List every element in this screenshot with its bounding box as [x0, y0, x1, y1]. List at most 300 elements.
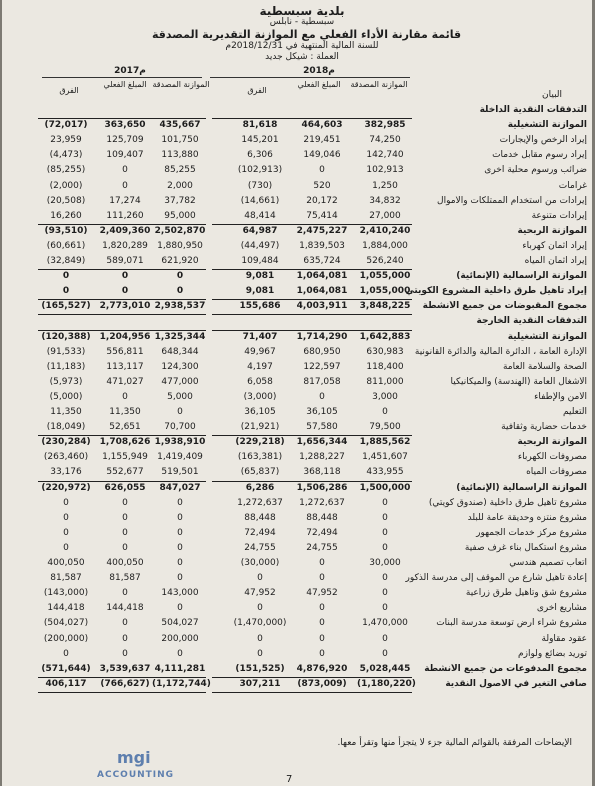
diff-2018-cell: (44,497) [240, 240, 280, 251]
budget-2017-cell: 101,750 [161, 135, 199, 146]
diff-2017-header: الفرق [59, 86, 79, 95]
diff-2018-cell: (229,218) [235, 437, 285, 448]
rule-line [38, 299, 206, 300]
budget-2017-cell: 2,000 [167, 180, 193, 191]
row-label: إيرادات متنوعة [531, 210, 587, 221]
budget-2017-cell: 0 [177, 573, 183, 584]
diff-2017-cell: (571,644) [41, 663, 91, 674]
table-row [2, 617, 592, 631]
budget-2018-cell: 382,985 [364, 120, 406, 131]
diff-2017-cell: (230,284) [41, 437, 91, 448]
diff-2017-cell: (72,017) [44, 120, 88, 131]
budget-2018-cell: 0 [382, 512, 388, 523]
table-row [2, 285, 592, 299]
rule-line [38, 224, 206, 225]
statement-title: قائمة مقارنة الأداء الفعلي مع الموازنة التقديرية المصدقة [152, 28, 462, 41]
row-label: إيراد تأهيل طرق داخلية المشروع الكويتي [405, 286, 587, 297]
budget-2017-cell: 477,000 [161, 376, 199, 387]
diff-2018-cell: 1,272,637 [237, 497, 283, 508]
diff-2017-cell: (200,000) [43, 633, 89, 644]
row-label: إيرادات من استخدام الممتلكات والأموال [437, 195, 587, 206]
table-row [2, 633, 592, 647]
actual-2018-cell: 0 [319, 618, 325, 629]
table-row [2, 149, 592, 163]
rule-line [38, 692, 206, 693]
diff-2017-cell: 0 [63, 512, 69, 523]
row-label: توريد بضائع ولوازم [518, 648, 587, 659]
rule-line [212, 224, 412, 225]
table-row [2, 270, 592, 284]
actual-2017-cell: 81,587 [109, 573, 141, 584]
budget-2017-cell: 0 [177, 603, 183, 614]
actual-2018-cell: 57,580 [306, 422, 338, 433]
diff-2017-cell: (11,183) [46, 361, 86, 372]
budget-2017-cell: 95,000 [164, 210, 196, 221]
budget-2018-cell: 433,955 [366, 467, 404, 478]
rule-line [212, 299, 412, 300]
rule-line [212, 435, 412, 436]
budget-2017-cell: (1,172,744) [152, 678, 211, 689]
rule-line [38, 677, 206, 678]
budget-2017-cell: 0 [177, 527, 183, 538]
diff-2017-cell: 0 [63, 542, 69, 553]
budget-2017-cell: 1,880,950 [157, 240, 203, 251]
diff-2017-cell: (2,000) [49, 180, 83, 191]
budget-2017-cell: 200,000 [161, 633, 199, 644]
budget-2018-cell: 526,240 [366, 256, 404, 266]
table-row [2, 134, 592, 148]
budget-2017-cell: 113,880 [161, 150, 199, 161]
row-label: خدمات حضارية وثقافية [501, 422, 587, 433]
budget-2018-cell: 1,642,883 [359, 331, 411, 342]
rule-line [212, 269, 412, 270]
actual-2017-cell: 2,773,010 [99, 301, 151, 312]
actual-2017-cell: 1,820,289 [102, 240, 148, 251]
table-row [2, 648, 592, 662]
diff-2018-cell: 36,105 [244, 407, 276, 417]
actual-2018-cell: 1,272,637 [299, 497, 345, 508]
table-row [2, 164, 592, 178]
budget-2018-cell: 1,470,000 [362, 618, 408, 629]
budget-2017-cell: 0 [177, 407, 183, 417]
actual-2017-cell: 626,055 [104, 482, 146, 493]
actual-2017-cell: 589,071 [106, 256, 144, 266]
diff-2018-cell: 0 [257, 633, 263, 644]
budget-2017-cell: 1,325,344 [154, 331, 206, 342]
budget-2018-cell: 3,848,225 [359, 301, 411, 312]
diff-2018-cell: 9,081 [245, 286, 275, 297]
rule-line [212, 330, 412, 331]
diff-2018-cell: (163,381) [237, 452, 283, 463]
actual-2017-cell: 0 [122, 527, 128, 538]
budget-2018-cell: 811,000 [366, 376, 404, 387]
budget-2017-cell: 0 [177, 512, 183, 523]
table-row [2, 587, 592, 601]
budget-2017-cell: 2,502,870 [154, 225, 206, 236]
actual-2018-cell: 368,118 [303, 467, 341, 478]
budget-2017-cell: 70,700 [164, 422, 196, 433]
diff-2017-cell: 400,050 [47, 558, 85, 568]
diff-2017-cell: (32,849) [46, 256, 86, 266]
actual-2017-cell: 1,204,956 [99, 331, 151, 342]
table-row [2, 210, 592, 224]
year-2017-underline [42, 77, 202, 78]
row-label: الموازنة التشغيلية [507, 331, 587, 342]
row-label: صافي التغير في الأصول النقدية [445, 678, 587, 689]
budget-2018-cell: 0 [382, 407, 388, 417]
diff-2017-cell: (263,460) [43, 452, 89, 463]
actual-2017-cell: 52,651 [109, 422, 141, 433]
budget-2018-cell: 2,410,240 [359, 225, 411, 236]
table-row [2, 663, 592, 677]
actual-2018-cell: 75,414 [306, 210, 338, 221]
row-label: مصروفات المياه [526, 467, 587, 478]
row-label: الموازنة الربحية [517, 437, 587, 448]
diff-2018-cell: 64,987 [242, 225, 278, 236]
actual-2018-cell: 0 [319, 558, 325, 568]
diff-2017-cell: (143,000) [43, 588, 89, 599]
actual-2018-cell: 72,494 [306, 527, 338, 538]
table-row [2, 406, 592, 420]
budget-2018-cell: 1,055,000 [359, 286, 411, 297]
row-label: الصحة والسلامة العامة [502, 361, 587, 372]
diff-2018-cell: 307,211 [239, 678, 281, 689]
year-2018-underline [210, 77, 410, 78]
diff-2017-cell: (85,255) [46, 165, 86, 176]
actual-2018-cell: 1,714,290 [296, 331, 348, 342]
diff-2018-cell: 6,058 [247, 376, 273, 387]
row-label: الإدارة العامة ، الدائرة المالية والدائرة القانونية [414, 346, 587, 357]
diff-2018-cell: 88,448 [244, 512, 276, 523]
row-label: ضرائب ورسوم محلية أخرى [484, 165, 587, 176]
table-row [2, 482, 592, 496]
diff-2017-cell: (60,661) [46, 240, 86, 251]
actual-2018-cell: 0 [319, 648, 325, 659]
year-2017-heading: 2017م [114, 66, 146, 76]
diff-2018-cell: 0 [257, 573, 263, 584]
row-label: مصروفات الكهرباء [517, 452, 587, 463]
diff-2018-cell: 49,967 [244, 346, 276, 357]
actual-2017-cell: 556,811 [106, 346, 144, 357]
diff-2018-cell: (14,661) [240, 195, 280, 206]
municipality-name: بلدية سبسطية [259, 4, 345, 18]
budget-2017-cell: 435,667 [159, 120, 201, 131]
actual-2017-cell: 0 [122, 512, 128, 523]
row-label: مشروع شق وتأهيل طرق زراعية [465, 588, 587, 599]
budget-2018-cell: (1,180,220) [357, 678, 416, 689]
actual-2018-cell: 1,506,286 [296, 482, 348, 493]
row-label: الأشغال العامة (الهندسة) والميكانيكيا [450, 376, 587, 387]
table-row [2, 542, 592, 556]
year-2018-heading: 2018م [303, 66, 335, 76]
actual-2018-cell: 24,755 [306, 542, 338, 553]
table-row [2, 391, 592, 405]
row-label: إيراد رسوم مقابل خدمات [492, 150, 587, 161]
diff-2017-cell: (504,027) [43, 618, 89, 629]
actual-2018-cell: 1,064,081 [296, 271, 348, 282]
table-row [2, 104, 592, 118]
actual-2018-cell: 635,724 [303, 256, 341, 266]
budget-2018-cell: 27,000 [369, 210, 401, 221]
diff-2017-cell: 11,350 [50, 407, 82, 417]
budget-2017-cell: 504,027 [161, 618, 199, 629]
rule-line [38, 481, 206, 482]
diff-2017-cell: (91,533) [46, 346, 86, 357]
row-label: إعادة تأهيل شارع من الموقف إلى مدرسة الذكور [405, 573, 587, 584]
diff-2017-cell: (220,972) [41, 482, 91, 493]
budget-2017-cell: 143,000 [161, 588, 199, 599]
actual-2017-cell: 109,407 [106, 150, 144, 161]
actual-2017-cell: 400,050 [106, 558, 144, 568]
diff-2018-cell: 81,618 [242, 120, 278, 131]
table-row [2, 572, 592, 586]
diff-2018-cell: 109,484 [241, 256, 279, 266]
actual-2018-cell: 0 [319, 391, 325, 402]
diff-2017-cell: 0 [62, 286, 70, 297]
actual-2018-cell: 0 [319, 573, 325, 584]
row-label: مشروع شراء ارض توسعة مدرسة البنات [436, 618, 587, 629]
diff-2017-cell: 406,117 [45, 678, 87, 689]
actual-2018-cell: 36,105 [306, 407, 338, 417]
period: للسنة المالية المنتهية في 2018/12/31م [225, 41, 379, 51]
budget-2017-cell: 1,938,910 [154, 437, 206, 448]
diff-2018-cell: (151,525) [235, 663, 285, 674]
diff-2017-cell: 33,176 [50, 467, 82, 478]
budget-2018-cell: 1,055,000 [359, 271, 411, 282]
actual-2017-cell: 0 [122, 391, 128, 402]
row-label: مجموع المقبوضات من جميع الأنشطة [422, 301, 587, 312]
diff-2017-cell: 0 [62, 271, 70, 282]
actual-2017-cell: 0 [122, 648, 128, 659]
diff-2018-cell: 0 [257, 648, 263, 659]
actual-2018-cell: 20,172 [306, 195, 338, 206]
diff-2018-cell: 47,952 [244, 588, 276, 599]
diff-2017-cell: (165,527) [41, 301, 91, 312]
diff-2018-cell: (30,000) [240, 558, 280, 568]
actual-2017-cell: 1,155,949 [102, 452, 148, 463]
actual-2018-cell: 0 [319, 603, 325, 614]
row-label: التعليم [563, 407, 587, 417]
budget-2018-cell: 142,740 [366, 150, 404, 161]
statement-page [2, 0, 592, 786]
budget-2017-cell: 847,027 [159, 482, 201, 493]
diff-2018-cell: 4,197 [247, 361, 273, 372]
actual-2018-cell: 1,656,344 [296, 437, 348, 448]
actual-2017-cell: 552,677 [106, 467, 144, 478]
budget-2018-cell: 1,500,000 [359, 482, 411, 493]
diff-2018-cell: (21,921) [240, 422, 280, 433]
statement-column-header: البيان [542, 90, 563, 100]
footnote: الإيضاحات المرفقة بالقوائم المالية جزء لا يتجزأ منها وتقرأ معها. [337, 738, 572, 748]
actual-2018-cell: 4,003,911 [296, 301, 348, 312]
budget-2017-cell: 519,501 [161, 467, 199, 478]
table-row [2, 119, 592, 133]
diff-2018-cell: (730) [247, 180, 273, 191]
table-row [2, 180, 592, 194]
actual-2017-cell: 0 [122, 542, 128, 553]
actual-2018-cell: 122,597 [303, 361, 341, 372]
row-label: الموازنة الرأسمالية (الإنمائية) [456, 271, 587, 282]
table-row [2, 255, 592, 269]
budget-2018-cell: 34,832 [369, 195, 401, 206]
actual-2017-cell: 17,274 [109, 195, 141, 206]
budget-2018-cell: 0 [382, 542, 388, 553]
row-label: إيراد أثمان المياه [524, 256, 587, 266]
logo-mgi-text: mgi [117, 748, 151, 767]
budget-2018-cell: 5,028,445 [359, 663, 411, 674]
diff-2017-cell: 81,587 [50, 573, 82, 584]
actual-2018-cell: 0 [319, 165, 325, 176]
table-row [2, 436, 592, 450]
rule-line [212, 692, 412, 693]
budget-2017-cell: 0 [177, 558, 183, 568]
budget-2017-cell: 85,255 [164, 165, 196, 176]
table-row [2, 466, 592, 480]
actual-2018-cell: 680,950 [303, 346, 341, 357]
budget-2017-cell: 0 [177, 542, 183, 553]
actual-2018-cell: 520 [313, 180, 331, 191]
diff-2018-cell: (65,837) [240, 467, 280, 478]
diff-2018-cell: 72,494 [244, 527, 276, 538]
actual-2018-cell: 2,475,227 [296, 225, 348, 236]
budget-2018-cell: 1,250 [372, 180, 398, 191]
diff-2017-cell: (5,000) [49, 391, 83, 402]
rule-line [38, 435, 206, 436]
table-row [2, 300, 592, 314]
table-row [2, 361, 592, 375]
budget-2018-cell: 79,500 [369, 422, 401, 433]
actual-2017-cell: 0 [122, 165, 128, 176]
actual-2017-cell: 0 [122, 618, 128, 629]
diff-2018-cell: 145,201 [241, 135, 279, 146]
row-label: أتعاب تصميم هندسي [509, 558, 587, 568]
budget-2017-cell: 2,938,537 [154, 301, 206, 312]
diff-2018-cell: 6,286 [245, 482, 275, 493]
budget-2017-cell: 0 [176, 271, 184, 282]
table-row [2, 527, 592, 541]
row-label: مشروع تأهيل طرق داخلية (صندوق كويتي) [428, 497, 587, 508]
budget-2018-cell: 1,885,562 [359, 437, 411, 448]
rule-line [212, 677, 412, 678]
actual-2018-cell: (873,009) [297, 678, 347, 689]
budget-2017-cell: 5,000 [167, 391, 193, 402]
rule-line [212, 314, 412, 315]
table-row [2, 451, 592, 465]
budget-2017-cell: 648,344 [161, 346, 199, 357]
diff-2017-cell: (93,510) [44, 225, 88, 236]
diff-2017-cell: (20,508) [46, 195, 86, 206]
diff-2018-cell: 6,306 [247, 150, 273, 161]
actual-2018-cell: 4,876,920 [296, 663, 348, 674]
actual-2017-cell: 363,650 [104, 120, 146, 131]
actual-2017-cell: 0 [121, 271, 129, 282]
row-label: عقود مقاولة [541, 633, 587, 644]
budget-2017-cell: 37,782 [164, 195, 196, 206]
diff-2018-cell: 24,755 [244, 542, 276, 553]
diff-2017-cell: 16,260 [50, 210, 82, 221]
budget-2017-cell: 0 [176, 286, 184, 297]
row-label: مشاريع أخرى [536, 603, 587, 614]
row-label: غرامات [558, 180, 587, 191]
diff-2017-cell: 0 [63, 527, 69, 538]
table-row [2, 678, 592, 692]
budget-2018-cell: 0 [382, 497, 388, 508]
table-row [2, 225, 592, 239]
table-row [2, 346, 592, 360]
table-row [2, 331, 592, 345]
budget-2018-cell: 0 [382, 648, 388, 659]
row-label: الموازنة الربحية [517, 225, 587, 236]
actual-2017-cell: 0 [122, 633, 128, 644]
budget-2018-cell: 630,983 [366, 346, 404, 357]
actual-2017-cell: 0 [121, 286, 129, 297]
table-row [2, 557, 592, 571]
actual-2017-cell: 1,708,626 [99, 437, 151, 448]
row-label: الموازنة الرأسمالية (الإنمائية) [456, 482, 587, 493]
row-label: الموازنة التشغيلية [507, 120, 587, 131]
rule-line [38, 269, 206, 270]
diff-2018-cell: 155,686 [239, 301, 281, 312]
budget-2018-cell: 0 [382, 603, 388, 614]
actual-2017-cell: 113,117 [106, 361, 144, 372]
budget-2018-cell: 1,451,607 [362, 452, 408, 463]
actual-2017-cell: 471,027 [106, 376, 144, 387]
actual-2017-cell: 125,709 [106, 135, 144, 146]
row-label: مشروع منتزه وحديقة عامة للبلد [467, 512, 587, 523]
diff-2018-cell: 48,414 [244, 210, 276, 221]
actual-2017-header: المبلغ الفعلي [103, 80, 147, 89]
diff-2017-cell: (5,973) [49, 376, 83, 387]
budget-2017-cell: 1,419,409 [157, 452, 203, 463]
row-label: إيراد أثمان كهرباء [522, 240, 587, 251]
budget-2018-cell: 118,400 [366, 361, 404, 372]
budget-2018-cell: 30,000 [369, 558, 401, 568]
row-label: الأمن والإطفاء [534, 391, 587, 402]
diff-2017-cell: 0 [63, 648, 69, 659]
actual-2017-cell: 2,409,360 [99, 225, 151, 236]
actual-2017-cell: 144,418 [106, 603, 144, 614]
actual-2017-cell: 3,539,637 [99, 663, 151, 674]
rule-line [38, 314, 206, 315]
rule-line [38, 118, 206, 119]
table-row [2, 497, 592, 511]
diff-2017-cell: 144,418 [47, 603, 85, 614]
actual-2017-cell: 0 [122, 180, 128, 191]
row-label: التدفقات النقدية الداخلة [479, 105, 587, 115]
rule-line [38, 330, 206, 331]
table-row [2, 421, 592, 435]
diff-2017-cell: 0 [63, 497, 69, 508]
diff-2018-cell: 71,407 [242, 331, 278, 342]
actual-2017-cell: 11,350 [109, 407, 141, 417]
actual-2017-cell: (766,627) [100, 678, 150, 689]
budget-2018-cell: 0 [382, 527, 388, 538]
diff-2018-cell: 9,081 [245, 271, 275, 282]
diff-2018-cell: 0 [257, 603, 263, 614]
page-number: 7 [286, 774, 293, 785]
actual-2018-cell: 0 [319, 633, 325, 644]
budget-2018-cell: 0 [382, 588, 388, 599]
budget-2018-cell: 1,884,000 [362, 240, 408, 251]
diff-2018-cell: (1,470,000) [233, 618, 287, 629]
budget-2017-cell: 4,111,281 [154, 663, 206, 674]
row-label: التدفقات النقدية الخارجة [476, 316, 587, 327]
actual-2018-cell: 817,058 [303, 376, 341, 387]
budget-2017-cell: 124,300 [161, 361, 199, 372]
diff-2018-cell: (3,000) [243, 391, 277, 402]
budget-2017-header: الموازنة المصدقة [152, 80, 210, 89]
actual-2017-cell: 111,260 [106, 210, 144, 221]
